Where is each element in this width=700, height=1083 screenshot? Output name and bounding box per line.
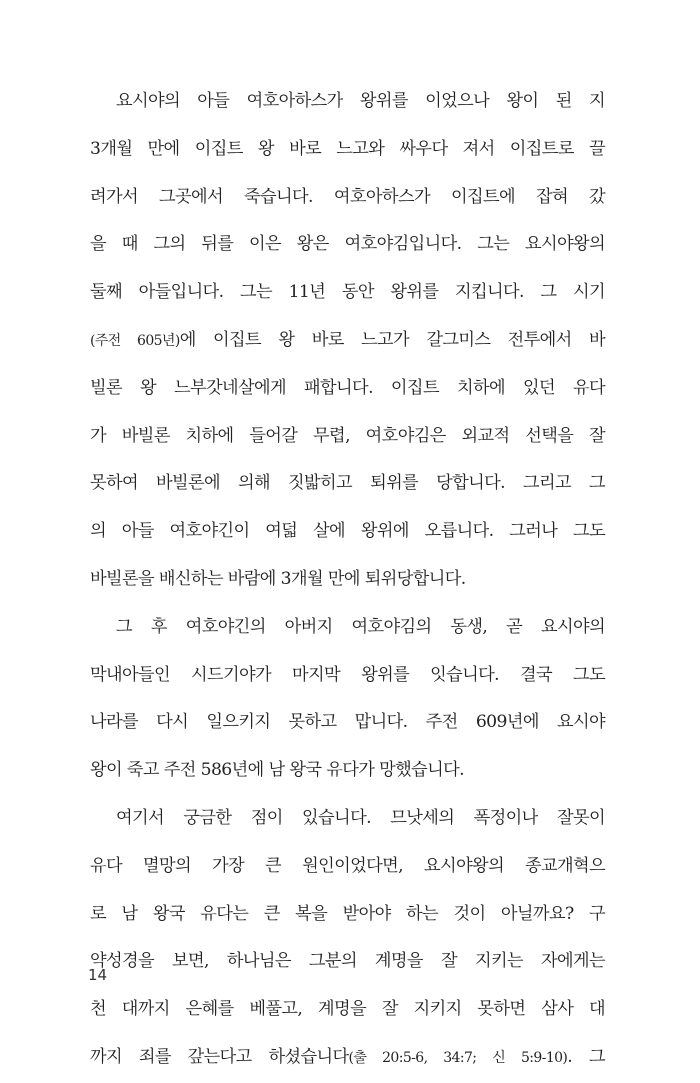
text-segment: . 그 — [567, 1046, 605, 1067]
text-line: 약성경을 보면, 하나님은 그분의 계명을 잘 지키는 자에게는 — [90, 951, 605, 972]
text-line: 천 대까지 은혜를 베풀고, 계명을 잘 지키지 못하면 삼사 대 — [90, 999, 605, 1020]
text-line: 가 바빌론 치하에 들어갈 무렵, 여호야김은 외교적 선택을 잘 — [90, 425, 605, 446]
text-line: 여기서 궁금한 점이 있습니다. 므낫세의 폭정이나 잘못이 — [116, 807, 605, 828]
text-line: 나라를 다시 일으키지 못하고 맙니다. 주전 609년에 요시야 — [90, 712, 605, 733]
text-line: 빌론 왕 느부갓네살에게 패합니다. 이집트 치하에 있던 유다 — [90, 377, 605, 398]
text-line — [90, 1034, 605, 1082]
paragraph-3 — [90, 795, 605, 1082]
text-line: 을 때 그의 뒤를 이은 왕은 여호야김입니다. 그는 요시야왕의 — [90, 234, 605, 255]
text-line: 왕이 죽고 주전 586년에 남 왕국 유다가 망했습니다. — [90, 760, 464, 781]
text-segment: 에 이집트 왕 바로 느고가 갈그미스 전투에서 바 — [179, 329, 605, 350]
text-line: 둘째 아들입니다. 그는 11년 동안 왕위를 지킵니다. 그 시기 — [90, 282, 605, 303]
scripture-reference: (출 20:5-6, 34:7; 신 5:9-10) — [348, 1049, 568, 1066]
page-body — [90, 78, 605, 1082]
paragraph-1 — [90, 78, 605, 604]
text-line — [90, 317, 605, 365]
text-line: 유다 멸망의 가장 큰 원인이었다면, 요시야왕의 종교개혁으 — [90, 855, 605, 876]
text-line: 그 후 여호야긴의 아버지 여호야김의 동생, 곧 요시야의 — [116, 616, 605, 637]
text-segment: 까지 죄를 갚는다고 하셨습니다 — [90, 1046, 349, 1067]
text-line: 바빌론을 배신하는 바람에 3개월 만에 퇴위당합니다. — [90, 568, 466, 589]
paragraph-2 — [90, 604, 605, 795]
text-line: 요시야의 아들 여호아하스가 왕위를 이었으나 왕이 된 지 — [116, 91, 605, 111]
text-line: 못하여 바빌론에 의해 짓밟히고 퇴위를 당합니다. 그리고 그 — [90, 473, 605, 494]
date-reference: (주전 605년) — [90, 332, 180, 349]
text-line: 의 아들 여호야긴이 여덟 살에 왕위에 오릅니다. 그러나 그도 — [90, 521, 605, 542]
text-line: 막내아들인 시드기야가 마지막 왕위를 잇습니다. 결국 그도 — [90, 664, 605, 685]
page-number: 14 — [88, 966, 108, 984]
text-line: 려가서 그곳에서 죽습니다. 여호아하스가 이집트에 잡혀 갔 — [90, 186, 605, 207]
text-line: 3개월 만에 이집트 왕 바로 느고와 싸우다 져서 이집트로 끌 — [90, 138, 605, 159]
text-line: 로 남 왕국 유다는 큰 복을 받아야 하는 것이 아닐까요? 구 — [90, 903, 605, 924]
